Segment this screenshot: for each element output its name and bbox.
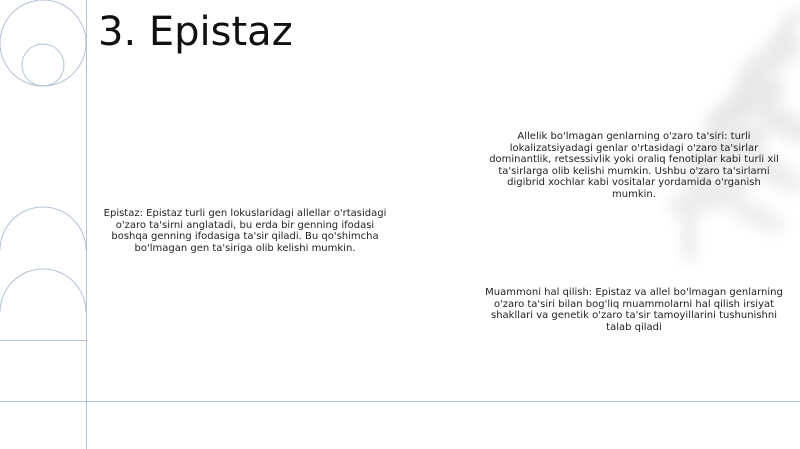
paragraph-allelic-interaction: Allelik bo'lmagan genlarning o'zaro ta'siri: turli lokalizatsiyadagi genlar o'rtasidagi o'zaro ta'sirlar dominantlik, retsessivlik yoki oraliq fenotiplar kabi turli xil ta'sirlarga olib kelishi mumkin. Ushbu o'zaro ta'sirlarni digibrid xochlar kabi vositalar yordamida o'rganish mumkin. <box>489 131 779 200</box>
circle-small-decoration <box>22 44 64 86</box>
paragraph-problem-solving: Muammoni hal qilish: Epistaz va allel bo'lmagan genlarning o'zaro ta'siri bilan bog'liq muammolarni hal qilish irsiyat shakllari va genetik o'zaro ta'sir tamoyillarini tushunishni talab qiladi <box>485 287 783 333</box>
circle-large-decoration <box>0 0 86 86</box>
arch-lower-decoration <box>0 269 86 312</box>
paragraph-epistaz: Epistaz: Epistaz turli gen lokuslaridagi allellar o'rtasidagi o'zaro ta'sirni anglatadi, bu erda bir genning ifodasi boshqa genning ifodasiga ta'sir qiladi. Bu qo'shimcha bo'lmagan gen ta'siriga olib kelishi mumkin. <box>103 208 387 254</box>
slide-title: 3. Epistaz <box>98 9 293 55</box>
arch-upper-decoration <box>0 207 86 250</box>
